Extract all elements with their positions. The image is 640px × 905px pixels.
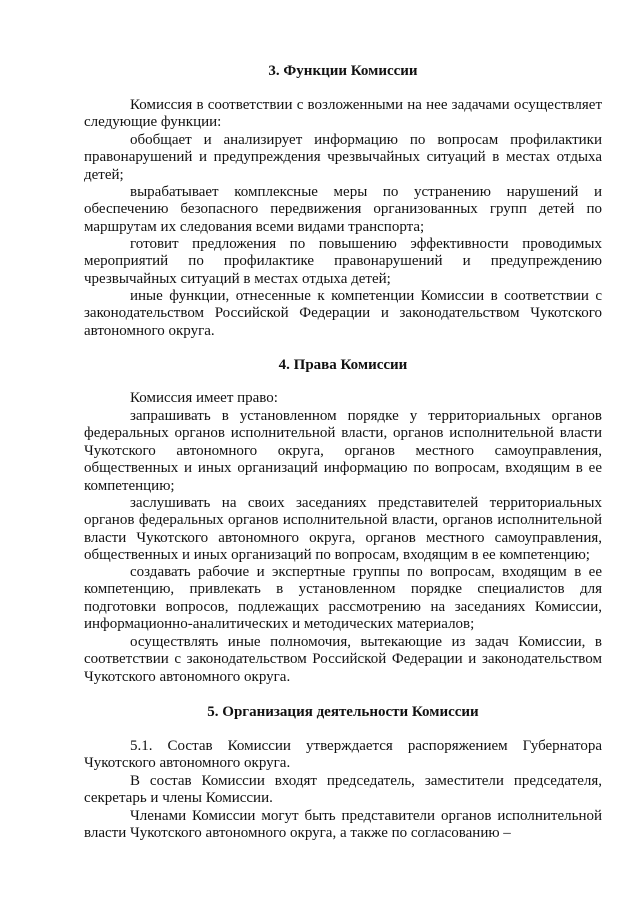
paragraph: запрашивать в установленном порядке у территориальных органов федеральных органов исполнительной власти, органов исполнительной власти Чукотского автономного округа, органов местного самоуправления, общественных и иных организаций информацию по вопросам, входящим в ее компетенцию;: [84, 408, 602, 494]
paragraph: заслушивать на своих заседаниях представителей территориальных органов федеральных органов исполнительной власти, органов исполнительной власти Чукотского автономного округа, органов местного самоуправления, общественных и иных организаций по вопросам, входящим в ее компетенцию;: [84, 495, 602, 564]
paragraph: Членами Комиссии могут быть представители органов исполнительной власти Чукотского автономного округа, а также по согласованию –: [84, 808, 602, 842]
section-heading-organization: 5. Организация деятельности Комиссии: [207, 704, 479, 720]
paragraph: создавать рабочие и экспертные группы по вопросам, входящим в ее компетенцию, привлекать в установленном порядке специалистов для подготовки вопросов, подлежащих рассмотрению на заседаниях Комиссии, информационно-аналитических и методических материалов;: [84, 564, 602, 633]
paragraph: Комиссия в соответствии с возложенными на нее задачами осуществляет следующие функции:: [84, 97, 602, 131]
paragraph: готовит предложения по повышению эффективности проводимых мероприятий по профилактике правонарушений и предупреждению чрезвычайных ситуаций в местах отдыха детей;: [84, 236, 602, 287]
paragraph: 5.1. Состав Комиссии утверждается распоряжением Губернатора Чукотского автономного округа.: [84, 738, 602, 772]
section-heading-rights: 4. Права Комиссии: [278, 357, 408, 373]
paragraph: обобщает и анализирует информацию по вопросам профилактики правонарушений и предупреждения чрезвычайных ситуаций в местах отдыха детей;: [84, 132, 602, 183]
section-heading-functions: 3. Функции Комиссии: [268, 63, 418, 79]
paragraph: вырабатывает комплексные меры по устранению нарушений и обеспечению безопасного передвижения организованных групп детей по маршрутам их следования всеми видами транспорта;: [84, 184, 602, 235]
paragraph: Комиссия имеет право:: [130, 390, 278, 406]
paragraph: осуществлять иные полномочия, вытекающие из задач Комиссии, в соответствии с законодательством Российской Федерации и законодательством Чукотского автономного округа.: [84, 634, 602, 685]
paragraph: В состав Комиссии входят председатель, заместители председателя, секретарь и члены Комиссии.: [84, 773, 602, 807]
paragraph: иные функции, отнесенные к компетенции Комиссии в соответствии с законодательством Российской Федерации и законодательством Чукотского автономного округа.: [84, 288, 602, 339]
